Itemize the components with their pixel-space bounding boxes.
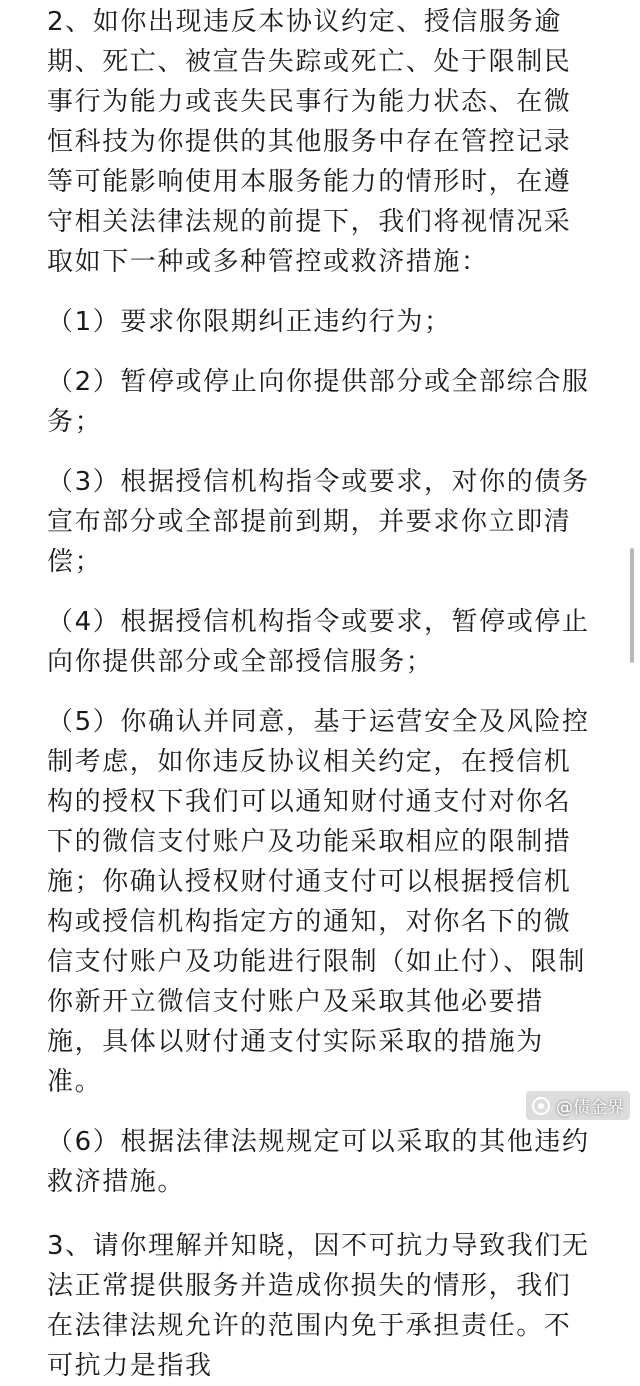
- clause-2: 2、如你出现违反本协议约定、授信服务逾期、死亡、被宣告失踪或死亡、处于限制民事行为能力或丧失民事行为能力状态、在微恒科技为你提供的其他服务中存在管控记录等可能影响使用本服务能力的情形时，在遵守相关法律法规的前提下，我们将视情况采取如下一种或多种管控或救济措施：: [47, 7, 572, 277]
- clause-2-item-6: （6）根据法律法规规定可以采取的其他违约救济措施。: [47, 1127, 590, 1197]
- clause-3: 3、请你理解并知晓，因不可抗力导致我们无法正常提供服务并造成你损失的情形，我们在法律法规允许的范围内免于承担责任。不可抗力是指我: [47, 1231, 590, 1381]
- source-logo-icon: [532, 1097, 550, 1115]
- clause-2-item-4: （4）根据授信机构指令或要求，暂停或停止向你提供部分或全部授信服务；: [47, 607, 590, 677]
- clause-2-item-1: （1）要求你限期纠正违约行为；: [47, 307, 452, 337]
- clause-2-item-2: （2）暂停或停止向你提供部分或全部综合服务；: [47, 367, 590, 437]
- watermark-text: @债金界: [556, 1098, 624, 1118]
- document-body: [47, 0, 595, 1386]
- vertical-scrollbar[interactable]: [630, 548, 634, 663]
- watermark: [526, 1091, 630, 1120]
- clause-2-item-3: （3）根据授信机构指令或要求，对你的债务宣布部分或全部提前到期，并要求你立即清偿；: [47, 467, 590, 577]
- clause-2-item-5: （5）你确认并同意，基于运营安全及风险控制考虑，如你违反协议相关约定，在授信机构的授权下我们可以通知财付通支付对你名下的微信支付账户及功能采取相应的限制措施；你确认授权财付通支付可以根据授信机构或授信机构指定方的通知，对你名下的微信支付账户及功能进行限制（如止付）、限制你新开立微信支付账户及采取其他必要措施，具体以财付通支付实际采取的措施为准。: [47, 707, 590, 1097]
